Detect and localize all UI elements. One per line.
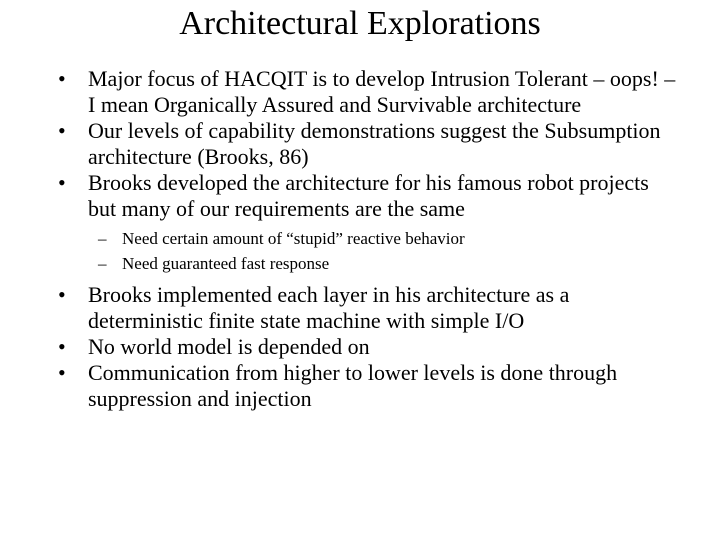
bullet-marker: • xyxy=(58,170,66,195)
sub-bullet-text: Need guaranteed fast response xyxy=(122,254,330,273)
bullet-marker: • xyxy=(58,334,66,359)
bullet-text: Brooks implemented each layer in his architecture as a deterministic finite state machine with simple I/O xyxy=(88,282,570,333)
bullet-text: No world model is depended on xyxy=(88,334,370,359)
bullet-marker: • xyxy=(58,118,66,143)
bullet-item xyxy=(58,360,678,412)
bullet-item xyxy=(58,118,678,170)
bullet-item xyxy=(58,334,678,360)
bullet-list xyxy=(58,66,678,412)
sub-bullet-list xyxy=(98,226,678,276)
bullet-marker: • xyxy=(58,66,66,91)
bullet-marker: • xyxy=(58,360,66,385)
bullet-item xyxy=(58,170,678,222)
bullet-text: Brooks developed the architecture for his famous robot projects but many of our requirements are the same xyxy=(88,170,649,221)
slide-title: Architectural Explorations xyxy=(179,5,541,42)
bullet-text: Communication from higher to lower levels is done through suppression and injection xyxy=(88,360,618,411)
sub-bullet-marker: – xyxy=(98,254,107,273)
bullet-marker: • xyxy=(58,282,66,307)
sub-bullet-item xyxy=(98,251,678,276)
sub-bullet-marker: – xyxy=(98,229,107,248)
bullet-text: Major focus of HACQIT is to develop Intrusion Tolerant – oops! – I mean Organically Assured and Survivable architecture xyxy=(88,66,676,117)
bullet-item xyxy=(58,66,678,118)
bullet-item xyxy=(58,282,678,334)
sub-bullet-text: Need certain amount of “stupid” reactive behavior xyxy=(122,229,465,248)
sub-bullet-item xyxy=(98,226,678,251)
bullet-text: Our levels of capability demonstrations suggest the Subsumption architecture (Brooks, 86) xyxy=(88,118,661,169)
